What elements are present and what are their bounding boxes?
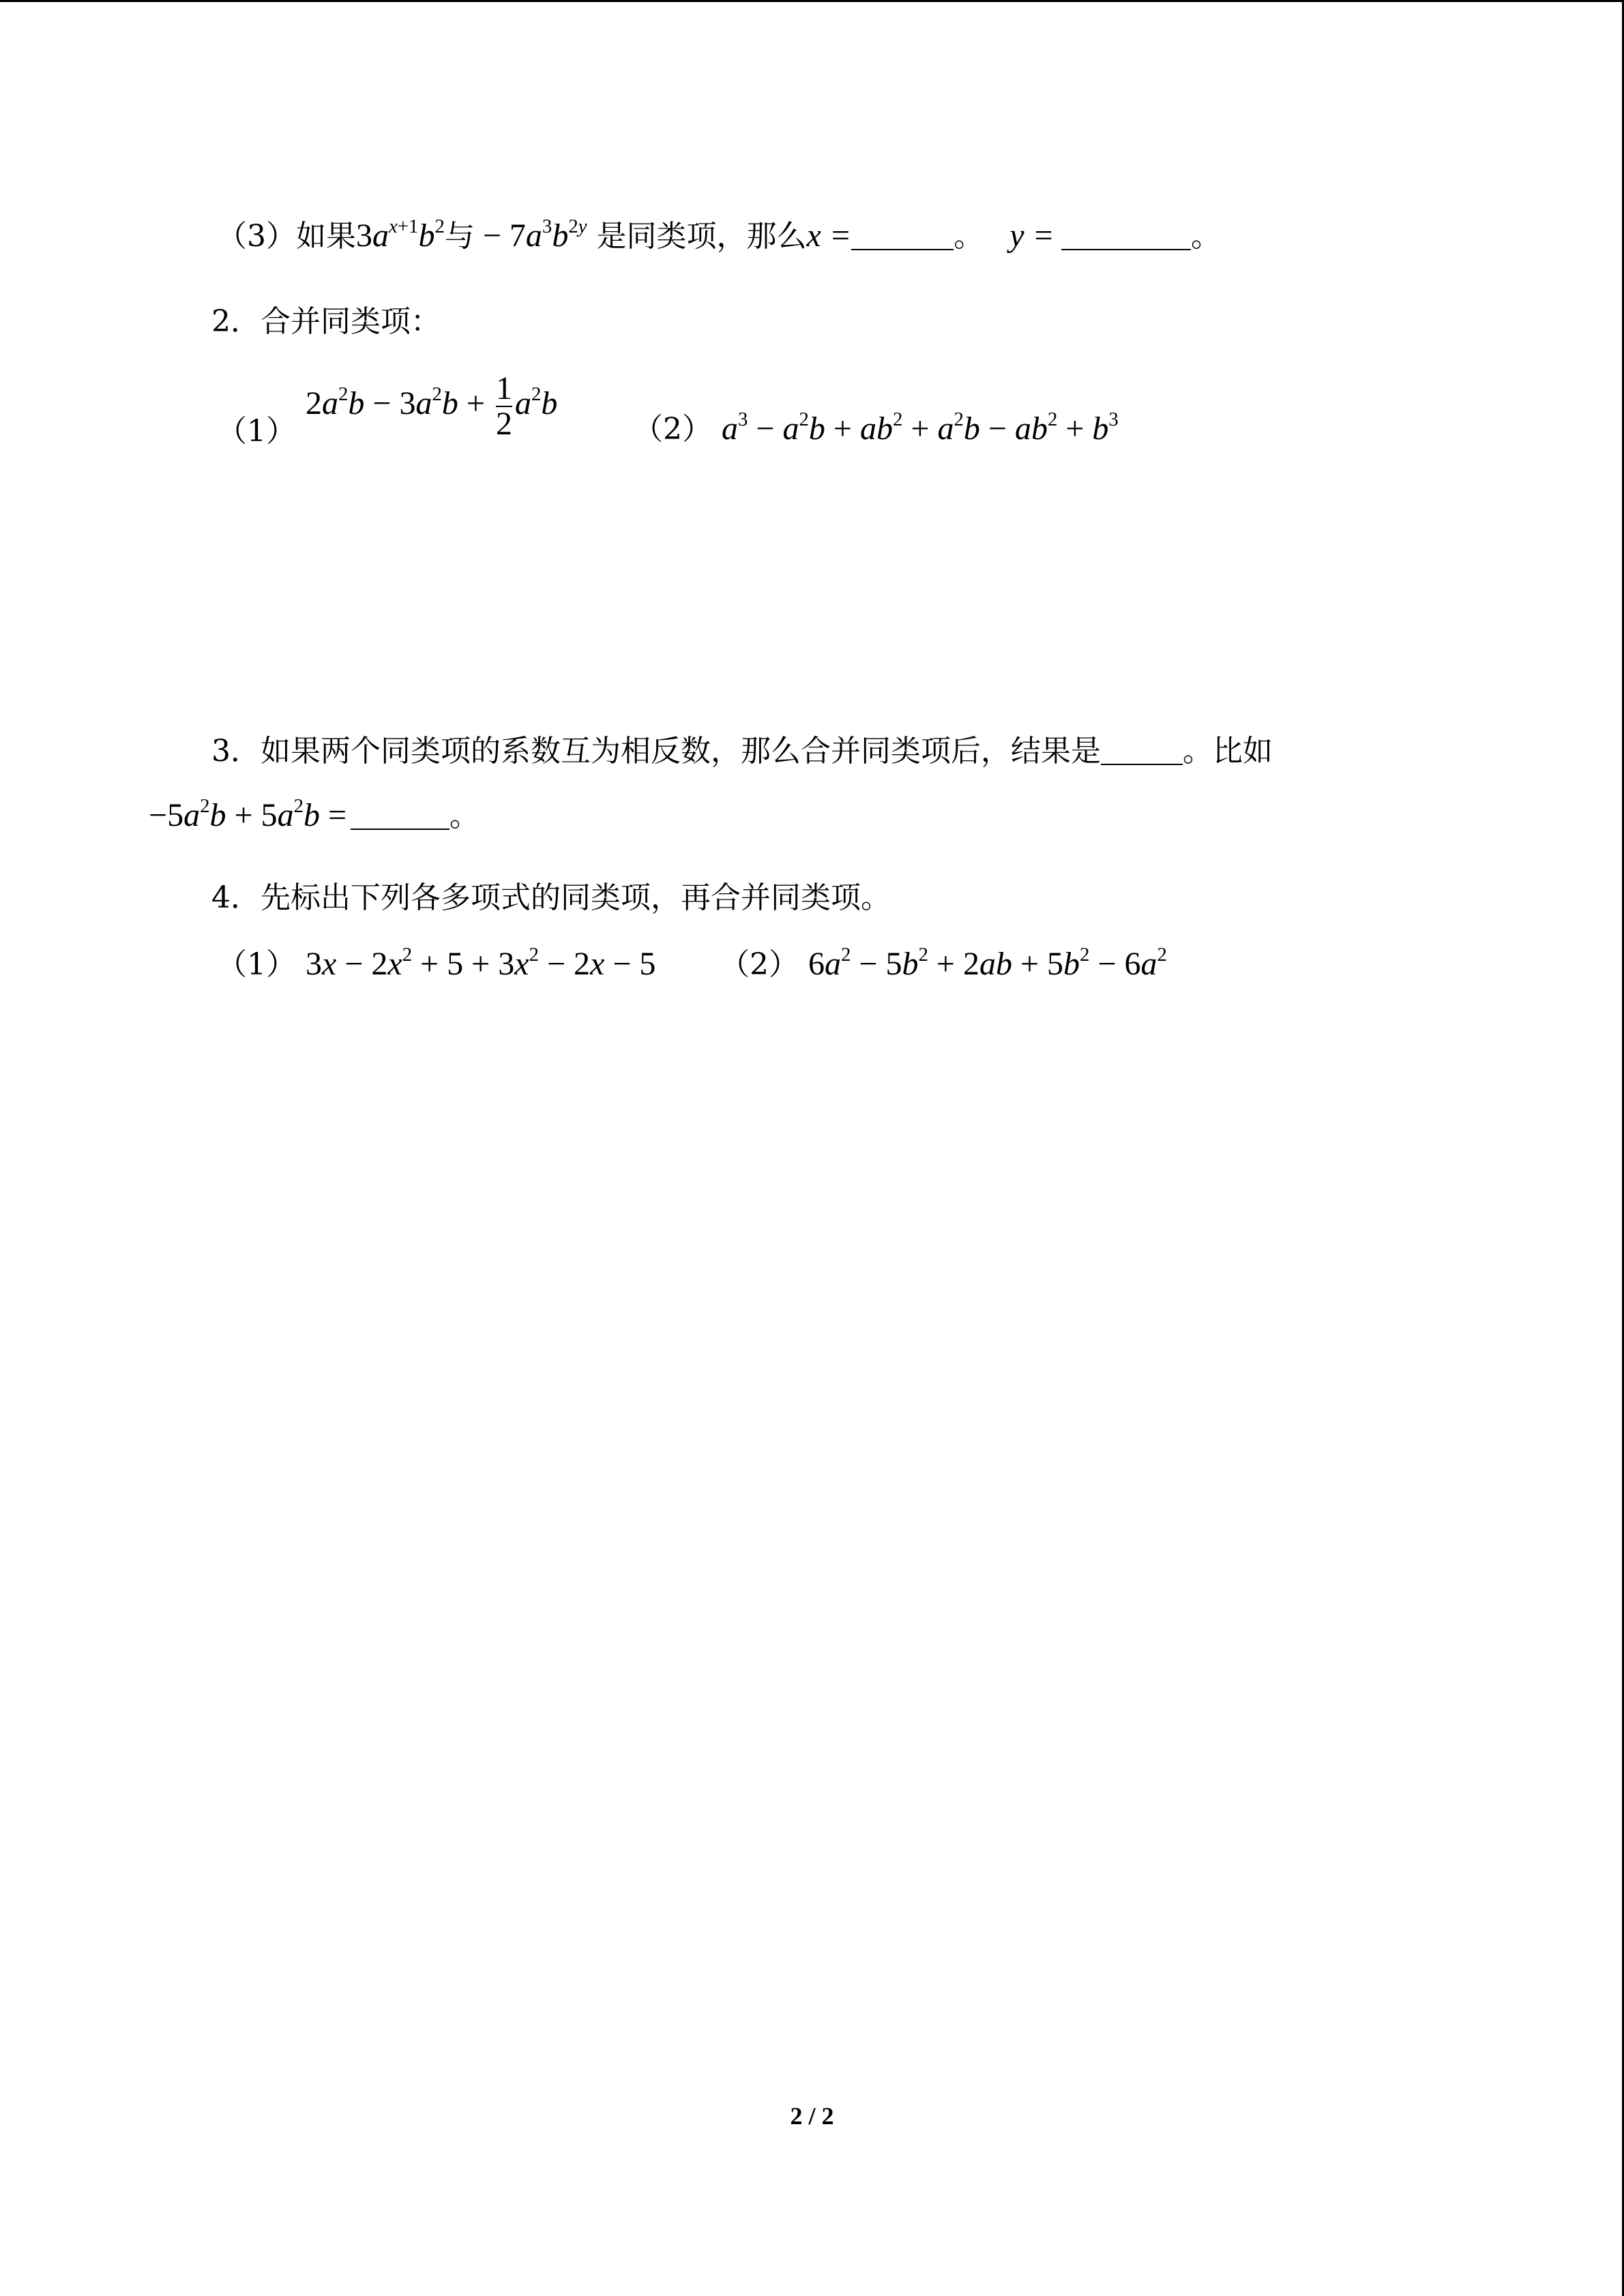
question-2-part-2 bbox=[633, 408, 1119, 447]
question-4-heading: 4．先标出下列各多项式的同类项，再合并同类项。 bbox=[211, 880, 891, 915]
answer-blank-y[interactable] bbox=[1061, 222, 1191, 250]
expression-q2-1: $2a^2b - 3a^2b$ + $\frac{1}{2}$ $a^2b$ bbox=[306, 370, 558, 443]
y-equals: y = bbox=[1009, 218, 1054, 254]
question-4-part-2 bbox=[720, 943, 1167, 982]
q3-eq-end: 。 bbox=[449, 799, 480, 833]
q4-p2-label: （2） bbox=[720, 947, 799, 982]
term-minus-7a3-b2y: − $7a^3b^{2y}$ bbox=[474, 215, 587, 254]
question-2-part-1 bbox=[217, 372, 557, 447]
expression-q3: $-5a^2b + 5a^2b$ = bbox=[149, 794, 347, 833]
q1-3-period-2: 。 bbox=[1190, 219, 1221, 254]
q4-p1-label: （1） bbox=[217, 947, 296, 982]
question-3-example bbox=[149, 794, 480, 833]
x-equals: x = bbox=[806, 218, 852, 254]
expression-q4-1: $3x - 2x^2 + 5 + 3x^2 - 2x - 5$ bbox=[306, 943, 656, 982]
expression-q2-2: $a^3 - a^2b + ab^2 + a^2b - ab^2 + b^3$ bbox=[722, 408, 1119, 447]
expression-q4-2: $6a^2 - 5b^2 + 2ab + 5b^2 - 6a^2$ bbox=[808, 943, 1167, 982]
q2-p1-label: （1） bbox=[217, 414, 296, 449]
page-top-border bbox=[0, 0, 1624, 2]
q1-3-label: （3）如果 bbox=[217, 219, 356, 254]
q1-3-joiner: 与 bbox=[444, 219, 475, 254]
q3-text-end: 。比如 bbox=[1183, 734, 1273, 769]
question-2-heading: 2．合并同类项： bbox=[211, 304, 441, 339]
term-3a-x1-b2: $3a^{x+1}b^2$ bbox=[356, 215, 445, 254]
answer-blank-q3[interactable] bbox=[1101, 736, 1183, 765]
answer-blank-q3-example[interactable] bbox=[351, 801, 449, 830]
question-4-part-1 bbox=[217, 943, 656, 982]
fraction-one-half: $\frac{1}{2}$ bbox=[495, 370, 512, 443]
page-number: 2 / 2 bbox=[790, 2102, 834, 2130]
question-1-3 bbox=[217, 215, 1221, 254]
q2-p2-label: （2） bbox=[633, 412, 712, 447]
answer-blank-x[interactable] bbox=[851, 222, 954, 250]
question-3 bbox=[211, 734, 1273, 769]
q3-text: 3．如果两个同类项的系数互为相反数，那么合并同类项后，结果是 bbox=[211, 734, 1101, 769]
q1-3-period-1: 。 bbox=[954, 219, 984, 254]
q1-3-text: 是同类项，那么 bbox=[596, 219, 807, 254]
